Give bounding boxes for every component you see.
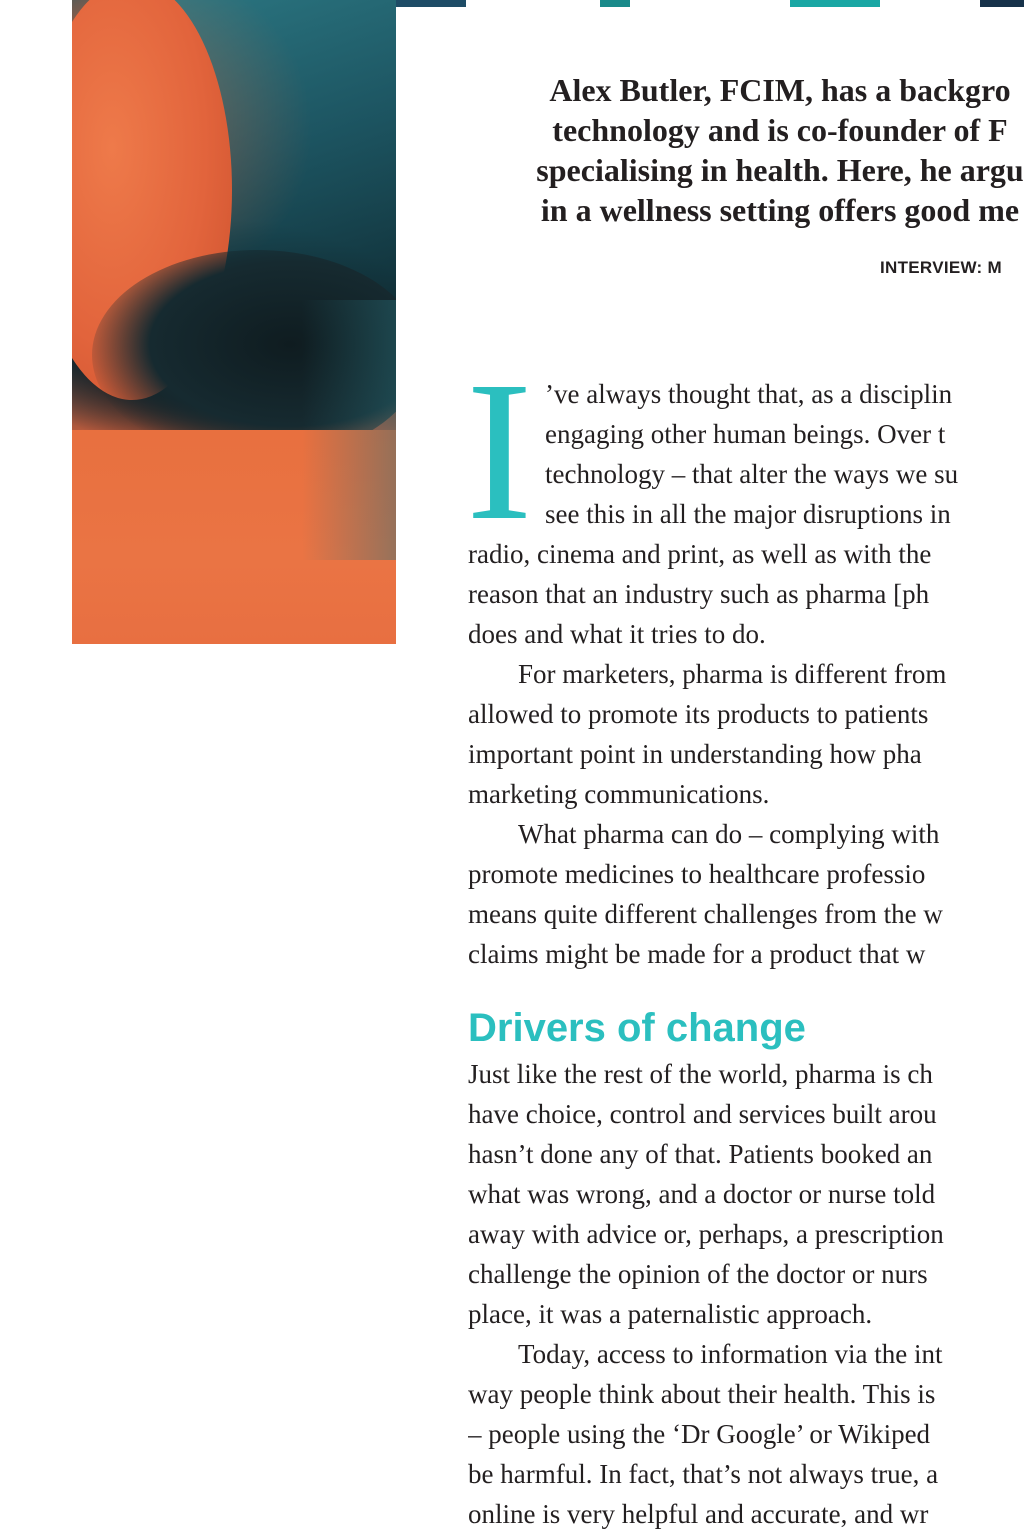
text-line: place, it was a paternalistic approach. xyxy=(468,1299,873,1329)
text-line: ’ve always thought that, as a disciplin xyxy=(545,379,953,409)
drop-cap: I xyxy=(466,341,533,562)
text-line: be harmful. In fact, that’s not always true, a xyxy=(468,1459,939,1489)
text-line: – people using the ‘Dr Google’ or Wikiped xyxy=(468,1419,931,1449)
text-line: important point in understanding how pha xyxy=(468,739,922,769)
text-line: claims might be made for a product that w xyxy=(468,939,926,969)
text-line: Today, access to information via the int xyxy=(518,1339,943,1369)
standfirst-line: in a wellness setting offers good me xyxy=(540,192,1020,228)
paragraph-2 xyxy=(468,654,1024,814)
standfirst-line: Alex Butler, FCIM, has a backgro xyxy=(549,72,1011,108)
text-line: have choice, control and services built arou xyxy=(468,1099,937,1129)
text-line: promote medicines to healthcare professio xyxy=(468,859,926,889)
banner-fragment xyxy=(980,0,1024,7)
text-line: allowed to promote its products to patients xyxy=(468,699,929,729)
banner-fragment xyxy=(600,0,630,7)
article-photo xyxy=(72,0,396,644)
paragraph-3 xyxy=(468,814,1024,974)
paragraph-1-dropcap-lines xyxy=(545,374,1024,534)
paragraph-5 xyxy=(468,1334,1024,1534)
standfirst xyxy=(460,70,1024,230)
section-heading: Drivers of change xyxy=(468,1006,806,1050)
standfirst-line: technology and is co-founder of F xyxy=(552,112,1008,148)
text-line: what was wrong, and a doctor or nurse told xyxy=(468,1179,936,1209)
text-line: see this in all the major disruptions in xyxy=(545,499,951,529)
text-line: engaging other human beings. Over t xyxy=(545,419,946,449)
standfirst-line: specialising in health. Here, he argu xyxy=(536,152,1024,188)
text-line: What pharma can do – complying with xyxy=(518,819,940,849)
text-line: does and what it tries to do. xyxy=(468,619,766,649)
text-line: For marketers, pharma is different from xyxy=(518,659,947,689)
banner-fragment xyxy=(790,0,880,7)
paragraph-1 xyxy=(468,534,1024,654)
text-line: Just like the rest of the world, pharma is ch xyxy=(468,1059,933,1089)
text-line: radio, cinema and print, as well as with the xyxy=(468,539,932,569)
text-line: online is very helpful and accurate, and wr xyxy=(468,1499,929,1529)
text-line: challenge the opinion of the doctor or nurs xyxy=(468,1259,928,1289)
photo-blue-edge xyxy=(302,300,396,560)
paragraph-4 xyxy=(468,1054,1024,1334)
text-line: way people think about their health. This is xyxy=(468,1379,936,1409)
text-line: marketing communications. xyxy=(468,779,770,809)
banner-fragment xyxy=(396,0,466,7)
text-line: technology – that alter the ways we su xyxy=(545,459,959,489)
text-line: means quite different challenges from the w xyxy=(468,899,943,929)
interview-byline: INTERVIEW: M xyxy=(880,258,1002,277)
text-line: reason that an industry such as pharma [ph xyxy=(468,579,930,609)
text-line: away with advice or, perhaps, a prescription xyxy=(468,1219,944,1249)
text-line: hasn’t done any of that. Patients booked an xyxy=(468,1139,933,1169)
